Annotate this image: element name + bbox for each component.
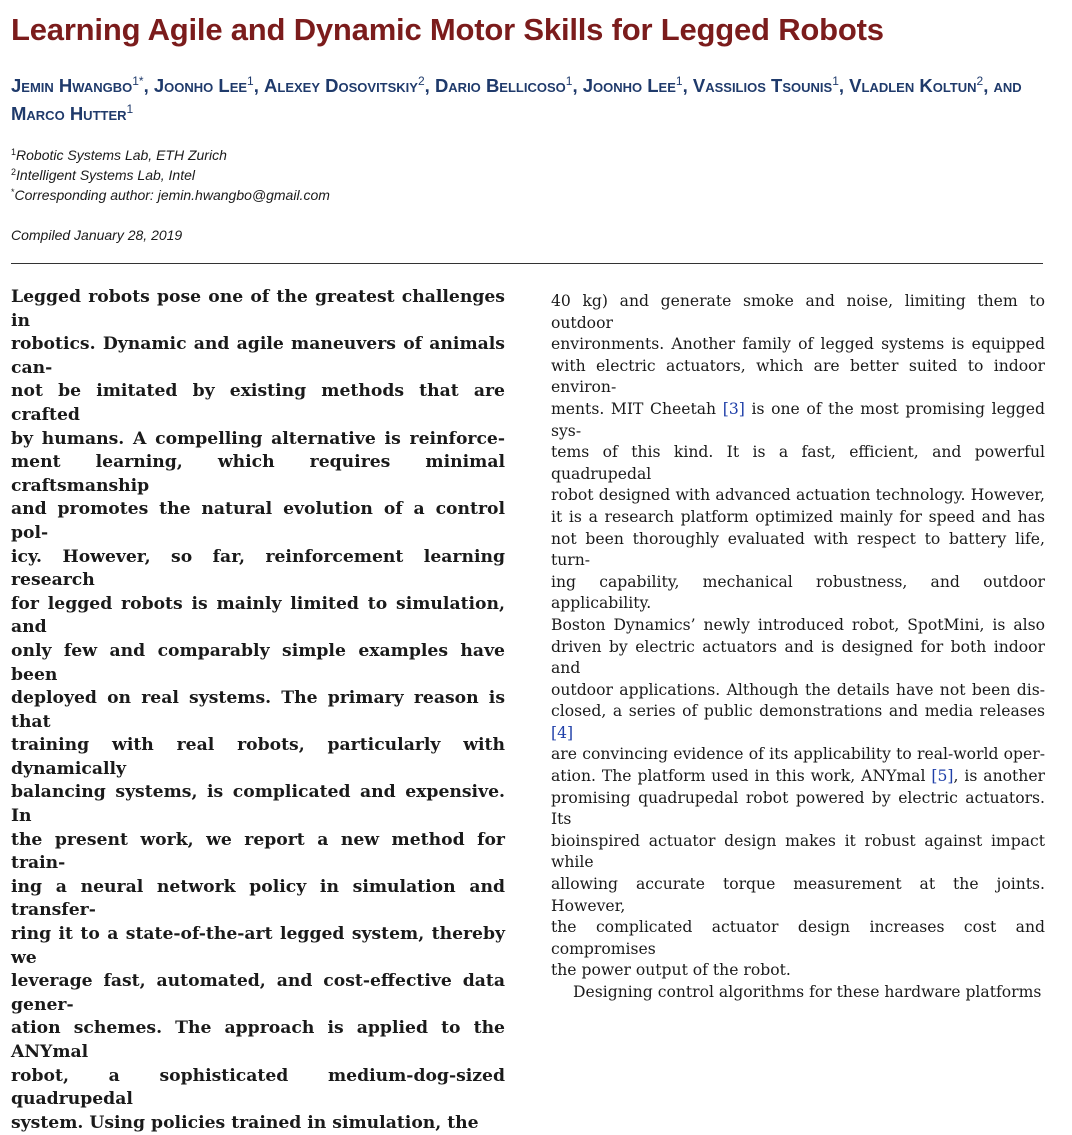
text-line: ing capability, mechanical robustness, and outdoor applicability. [551,572,1045,613]
abstract [11,286,505,1135]
citation-link[interactable]: [4] [551,723,574,742]
text-line: outdoor applications. Although the details have not been dis- [551,680,1045,699]
text-line: by humans. A compelling alternative is reinforce- [11,428,505,449]
text-line: training with real robots, particularly with dynamically [11,735,505,779]
section-divider [11,263,1043,264]
text-line: robot, a sophisticated medium-dog-sized quadrupedal [11,1065,505,1110]
author-name: Joonho Lee$^1$ [582,74,683,96]
text-line: robotics. Dynamic and agile maneuvers of animals can- [11,334,505,378]
citation-link[interactable]: [3] [722,399,745,418]
author-name: Marco Hutter$^1$ [11,102,134,124]
text-line: balancing systems, is complicated and expensive. In [11,782,505,827]
author-name: Vladlen Koltun$^2$ [849,74,984,96]
text-line: Legged robots pose one of the greatest challenges in [11,287,505,331]
text-line: 40 kg) and generate smoke and noise, limiting them to outdoor [551,292,1045,332]
affiliation-2: $^2$Intelligent Systems Lab, Intel [11,167,196,183]
text-line: the power output of the robot. [551,961,791,980]
text-line: not been thoroughly evaluated with respect to battery life, turn- [551,529,1045,570]
text-line: ing a neural network policy in simulation and transfer- [11,876,505,921]
corresponding-author: *Corresponding author: jemin.hwangbo@gmail.com [11,187,330,203]
text-line: environments. Another family of legged systems is equipped [551,335,1045,354]
author-name: Joonho Lee$^1$ [153,74,254,96]
text-line: ation schemes. The approach is applied to the ANYmal [11,1018,505,1062]
text-line: robot designed with advanced actuation technology. However, [551,486,1045,505]
text-line: ring it to a state-of-the-art legged system, thereby we [11,924,505,968]
text-line: are convincing evidence of its applicability to real-world oper- [551,745,1045,764]
affiliation-1: $^1$Robotic Systems Lab, ETH Zurich [11,147,227,163]
text-line: only few and comparably simple examples have been [11,640,505,685]
text-line: and promotes the natural evolution of a control pol- [11,499,505,543]
text-line: the present work, we report a new method for train- [11,829,505,874]
text-line: leverage fast, automated, and cost-effective data gener- [11,971,505,1015]
affiliations [11,145,330,205]
text-line: tems of this kind. It is a fast, efficient, and powerful quadrupedal [551,443,1045,483]
text-line: the complicated actuator design increases cost and compromises [551,918,1045,958]
author-list: Jemin Hwangbo$^{1*}$, Joonho Lee$^1$, Alexey Dosovitskiy$^2$, Dario Bellicoso$^1$, Joonho Lee$^1$, Vassilios Tsounis$^1$, Vladlen Koltun$^2$, and Marco Hutter$^1$ [11,74,1022,124]
text-line: not be imitated by existing methods that are crafted [11,381,505,425]
text-line: for legged robots is mainly limited to simulation, and [11,593,505,638]
text-line: it is a research platform optimized mainly for speed and has [551,507,1045,526]
text-line: ments. MIT Cheetah [3] is one of the most promising legged sys- [551,399,1045,440]
author-name: Jemin Hwangbo$^{1*}$ [11,74,144,96]
text-line: Boston Dynamics’ newly introduced robot, SpotMini, is also [551,615,1045,634]
citation-link[interactable]: [5] [931,767,954,786]
author-name: Dario Bellicoso$^1$ [434,74,573,96]
paragraph-start-cutoff: Designing control algorithms for these hardware platforms [573,983,1042,1001]
text-line: allowing accurate torque measurement at the joints. However, [551,875,1045,915]
author-name: Alexey Dosovitskiy$^2$ [264,74,425,96]
author-name: Vassilios Tsounis$^1$ [692,74,839,96]
text-line: ment learning, which requires minimal craftsmanship [11,452,505,496]
text-line: closed, a series of public demonstrations and media releases [4] [551,702,1045,742]
compiled-date: Compiled January 28, 2019 [11,227,183,243]
text-line: with electric actuators, which are better suited to indoor environ- [551,356,1045,397]
text-line: driven by electric actuators and is designed for both indoor and [551,637,1045,678]
text-line: ation. The platform used in this work, ANYmal [5], is another [551,767,1045,786]
text-line: deployed on real systems. The primary reason is that [11,688,505,732]
paper-title: Learning Agile and Dynamic Motor Skills for Legged Robots [11,12,884,47]
body-text-column [551,291,1045,1004]
text-line: bioinspired actuator design makes it robust against impact while [551,831,1045,872]
text-line: icy. However, so far, reinforcement learning research [11,546,505,591]
text-line: promising quadrupedal robot powered by electric actuators. Its [551,788,1045,829]
text-line: system. Using policies trained in simulation, the [11,1112,479,1133]
